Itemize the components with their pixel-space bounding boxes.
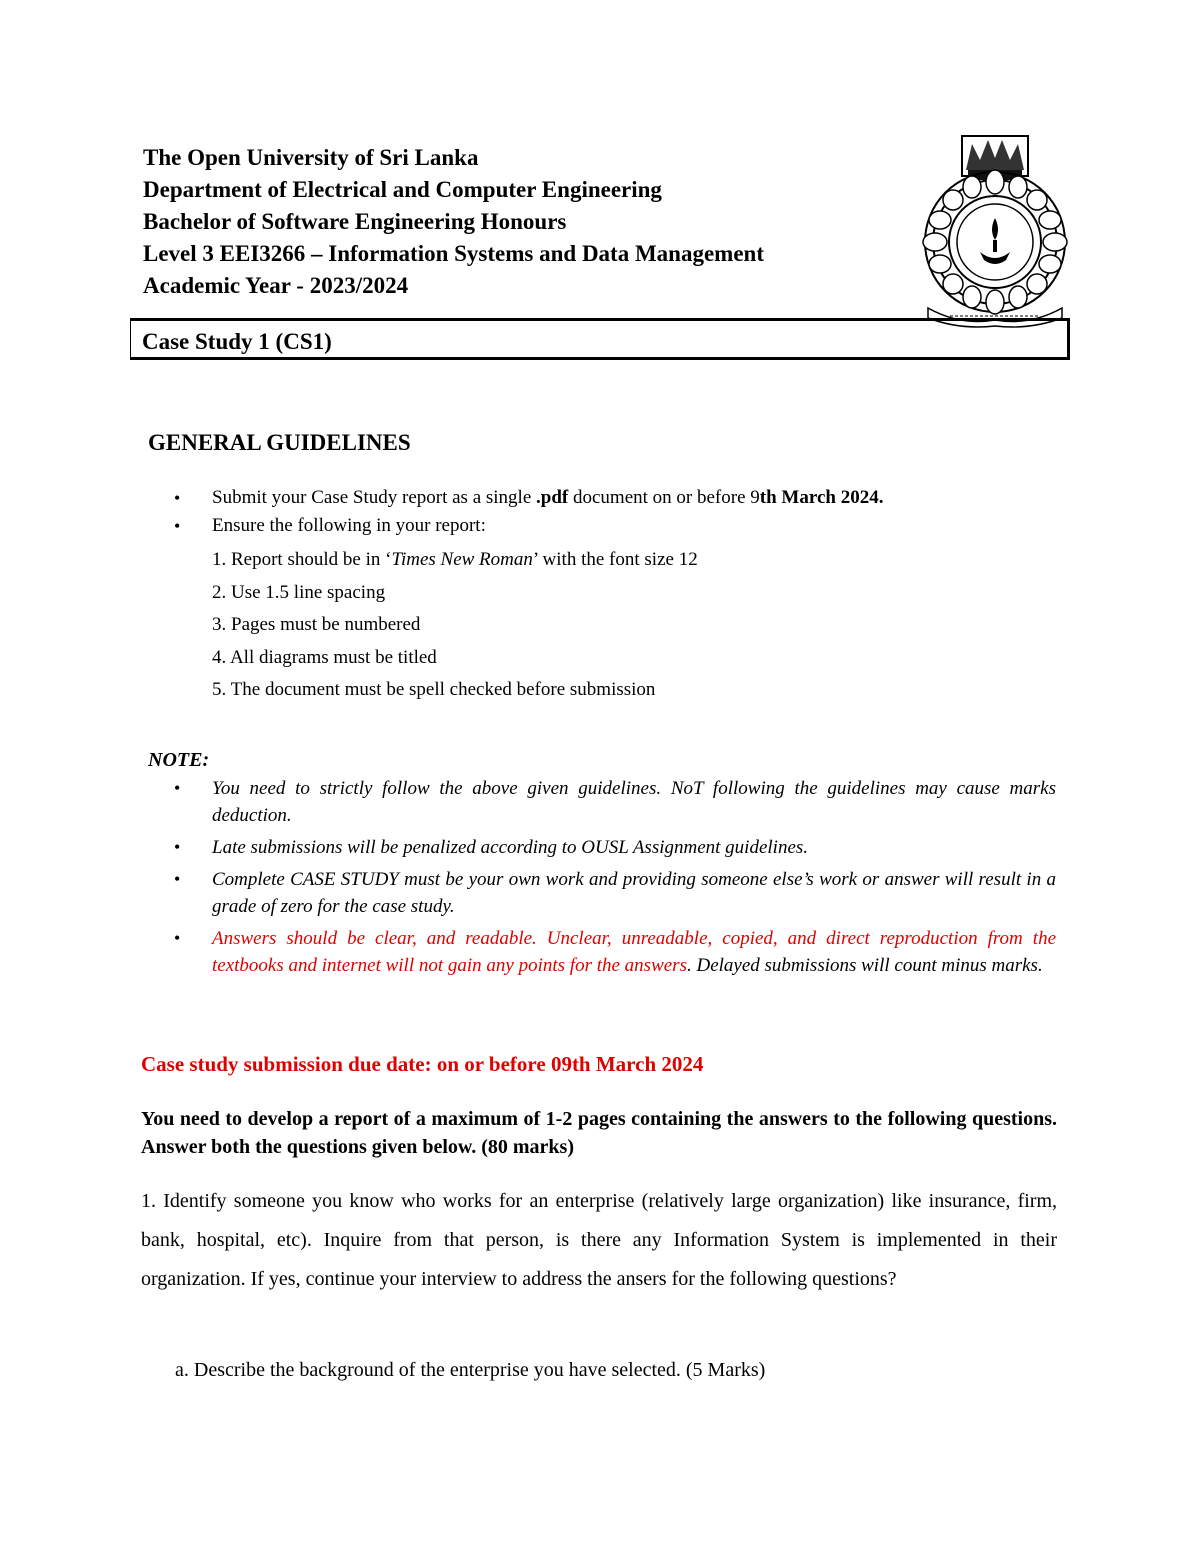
department-name: Department of Electrical and Computer Engineering [143, 177, 662, 202]
bullet-icon: • [174, 516, 181, 536]
bullet-icon: • [174, 488, 181, 508]
requirement-item: 3. Pages must be numbered [212, 614, 421, 636]
requirement-item: 2. Use 1.5 line spacing [212, 581, 386, 603]
guideline-bullet-submission [170, 484, 1070, 512]
guidelines-bullet-list [170, 484, 1070, 540]
guideline-bold-text: th March 2024. [759, 487, 884, 508]
guideline-bullet-ensure [170, 512, 1070, 540]
requirement-item: 5. The document must be spell checked before submission [212, 679, 656, 701]
bullet-icon: • [174, 778, 181, 798]
degree-name: Bachelor of Software Engineering Honours [143, 209, 567, 234]
requirement-item: 4. All diagrams must be titled [212, 646, 437, 668]
guideline-text: document on or before 9 [568, 487, 760, 508]
guideline-bold-text: .pdf [536, 487, 569, 508]
requirement-italic-text: Times New Roman [391, 549, 533, 570]
requirement-text: ’ with the font size 12 [532, 549, 698, 570]
note-item [170, 866, 1056, 920]
note-text: . Delayed submissions will count minus marks. [686, 955, 1043, 976]
formatting-requirements-list [212, 544, 912, 707]
note-text: Late submissions will be penalized according to OUSL Assignment guidelines. [212, 837, 809, 858]
case-study-title: Case Study 1 (CS1) [142, 329, 332, 354]
bullet-icon: • [174, 869, 181, 889]
question-1a: a. Describe the background of the enterprise you have selected. (5 Marks) [175, 1359, 766, 1381]
due-date-notice: Case study submission due date: on or before 09th March 2024 [141, 1052, 704, 1076]
university-emblem-icon [920, 130, 1070, 330]
note-item [170, 775, 1056, 829]
guideline-text: Submit your Case Study report as a single [212, 487, 537, 508]
bullet-icon: • [174, 837, 181, 857]
note-warning-text: Answers should be clear, and readable. Unclear, unreadable, copied, and direct reproduction from the textbooks and internet will not gain any points for the answers [212, 928, 1056, 976]
note-list [170, 775, 1056, 984]
note-text: You need to strictly follow the above given guidelines. NoT following the guidelines may cause marks deduction. [212, 778, 1056, 826]
academic-year: Academic Year - 2023/2024 [143, 273, 409, 298]
report-instructions: You need to develop a report of a maximum of 1-2 pages containing the answers to the following questions. Answer both the questions given below. (80 marks) [141, 1108, 1057, 1158]
note-heading: NOTE: [148, 749, 210, 771]
guideline-text: Ensure the following in your report: [212, 515, 486, 536]
requirement-item [212, 544, 912, 577]
course-name: Level 3 EEI3266 – Information Systems and Data Management [143, 241, 764, 266]
general-guidelines-heading: GENERAL GUIDELINES [148, 430, 411, 455]
note-item [170, 834, 1056, 861]
requirement-text: 1. Report should be in ‘ [212, 549, 392, 570]
bullet-icon: • [174, 928, 181, 948]
note-item [170, 925, 1056, 979]
case-study-title-box [130, 318, 1070, 360]
university-name: The Open University of Sri Lanka [143, 145, 479, 170]
question-1: 1. Identify someone you know who works for an enterprise (relatively large organization) like insurance, firm, bank, hospital, etc). Inquire from that person, is there any Information System is implemented in their organization. If yes, continue your interview to address the ansers for the following questions? [141, 1190, 1057, 1290]
document-header [143, 142, 923, 302]
note-text: Complete CASE STUDY must be your own work and providing someone else’s work or answer will result in a grade of zero for the case study. [212, 869, 1056, 917]
